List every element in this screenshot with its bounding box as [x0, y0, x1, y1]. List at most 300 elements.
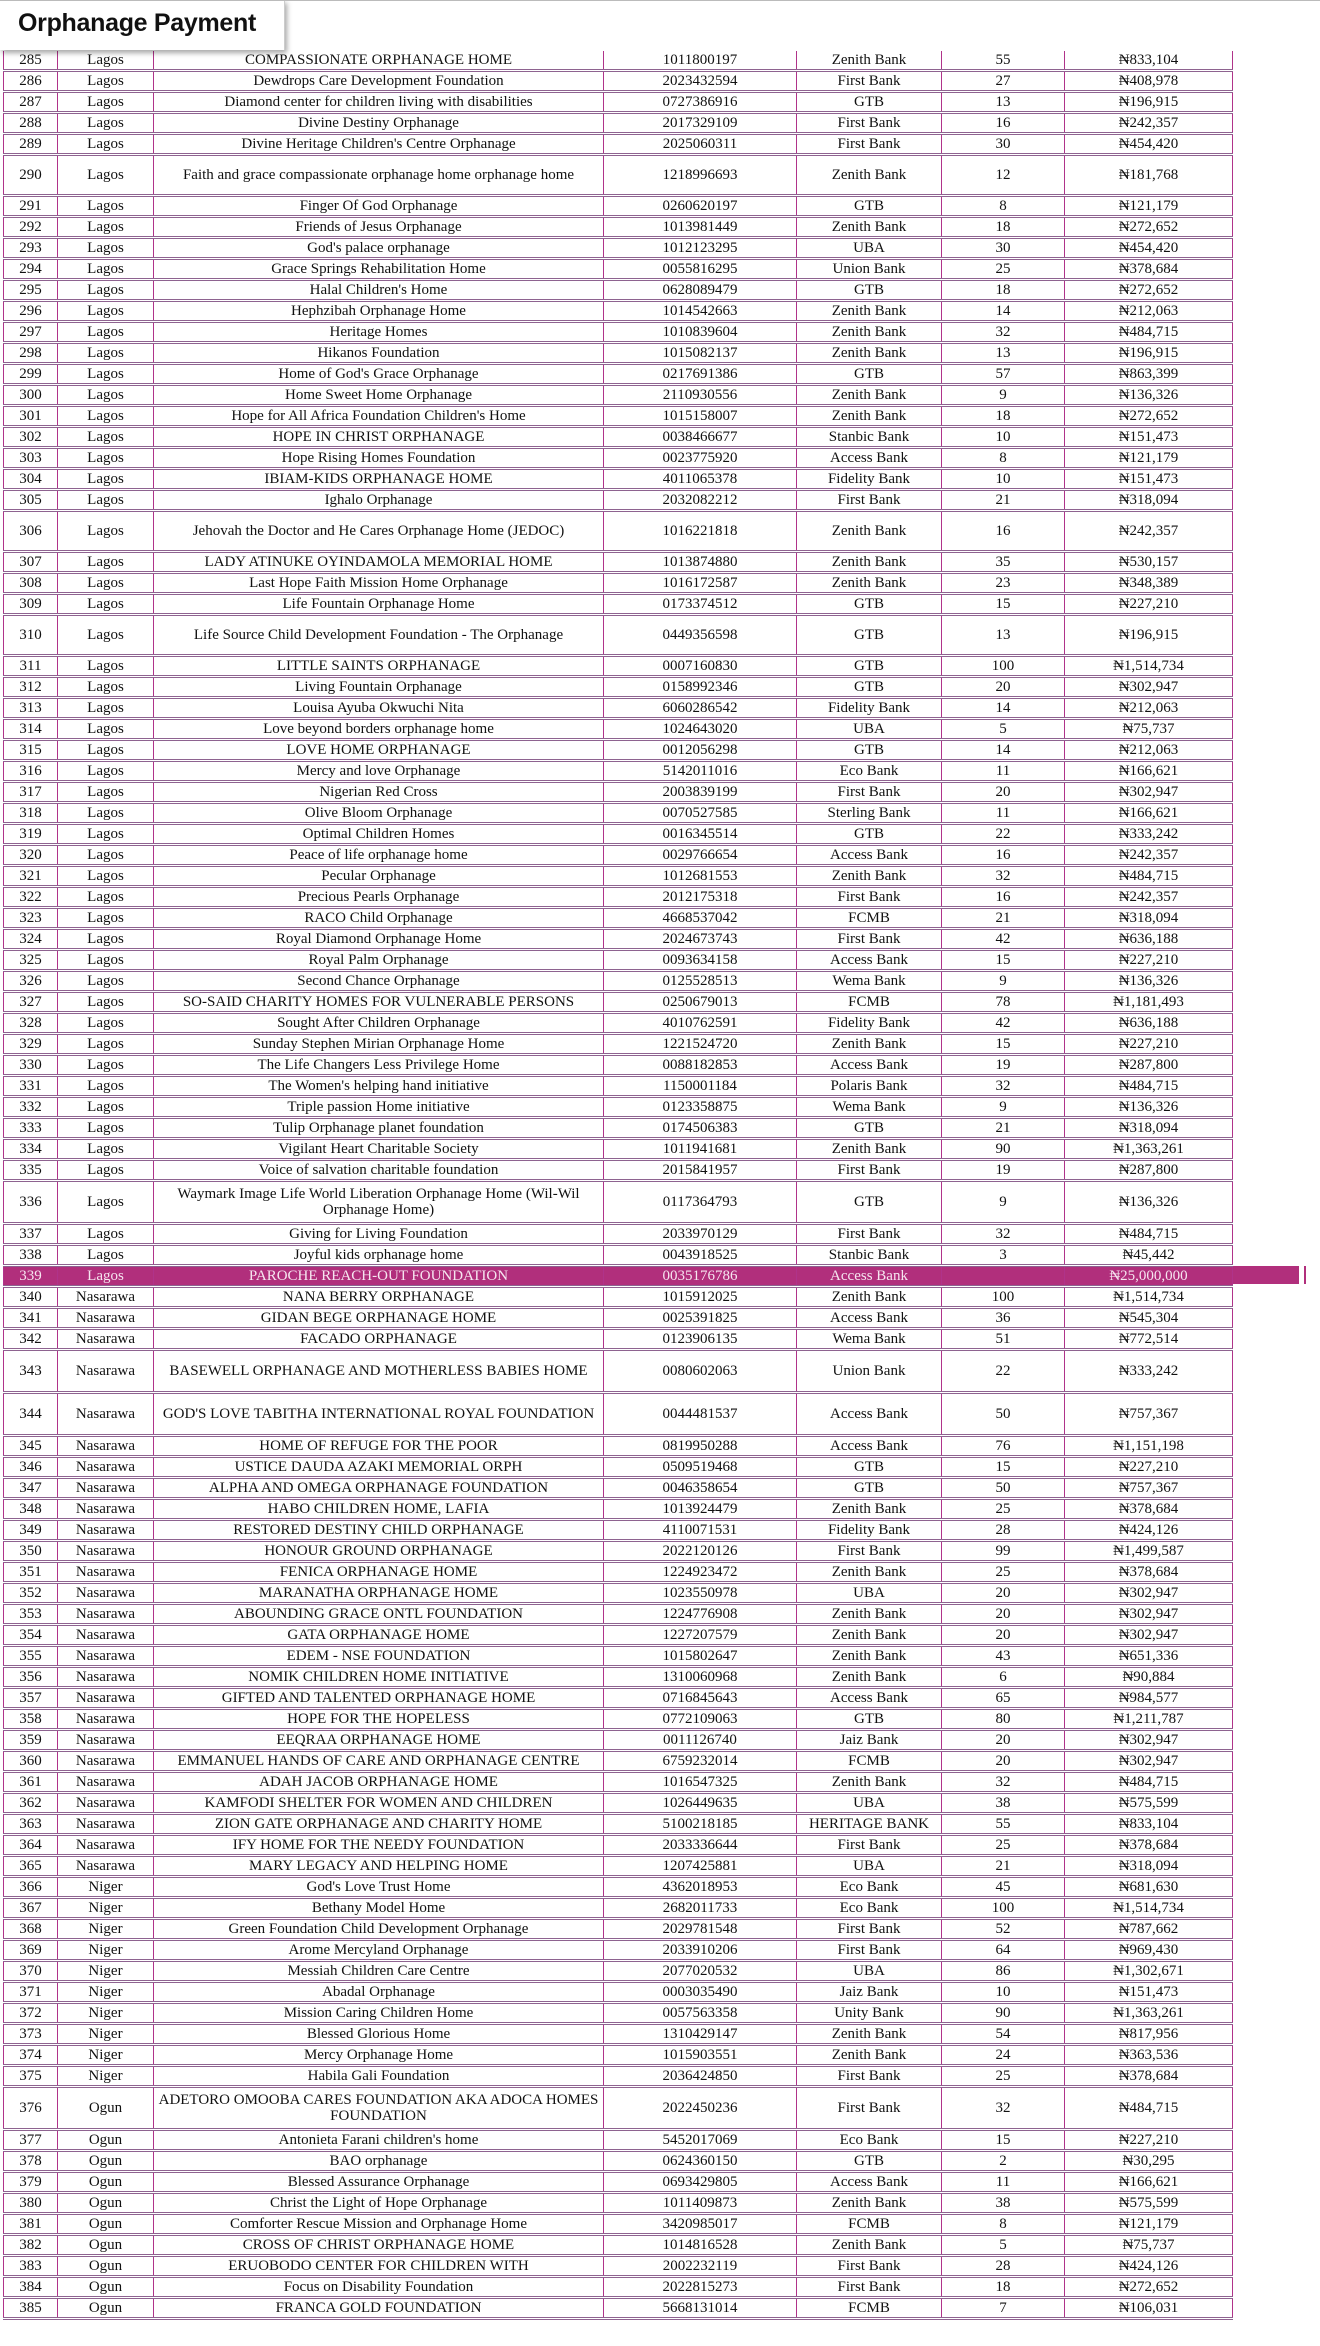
table-row[interactable]: [4, 113, 1233, 134]
amount-cell: ₦787,662: [1065, 1919, 1233, 1940]
amount-cell: ₦1,514,734: [1065, 656, 1233, 677]
serial-number-cell: 349: [4, 1520, 58, 1541]
amount-cell: ₦181,768: [1065, 155, 1233, 196]
children-count-cell: 32: [942, 866, 1065, 887]
account-number-cell: 5452017069: [604, 2130, 797, 2151]
table-row[interactable]: [4, 1350, 1233, 1393]
table-row[interactable]: [4, 971, 1233, 992]
table-row[interactable]: [4, 929, 1233, 950]
bank-name-cell: UBA: [797, 1856, 942, 1877]
state-cell: Nasarawa: [58, 1583, 154, 1604]
table-row[interactable]: [4, 1034, 1233, 1055]
state-cell: Nasarawa: [58, 1393, 154, 1436]
table-row[interactable]: [4, 259, 1233, 280]
amount-cell: ₦484,715: [1065, 866, 1233, 887]
table-row[interactable]: [4, 1436, 1233, 1457]
table-row[interactable]: [4, 1919, 1233, 1940]
table-row[interactable]: [4, 1097, 1233, 1118]
state-cell: Nasarawa: [58, 1688, 154, 1709]
bank-name-cell: GTB: [797, 196, 942, 217]
table-row[interactable]: [4, 217, 1233, 238]
amount-cell: ₦1,302,671: [1065, 1961, 1233, 1982]
table-row[interactable]: [4, 866, 1233, 887]
orphanage-name-cell: GOD'S LOVE TABITHA INTERNATIONAL ROYAL FOUNDATION: [154, 1393, 604, 1436]
orphanage-name-cell: The Life Changers Less Privilege Home: [154, 1055, 604, 1076]
table-row[interactable]: [4, 1308, 1233, 1329]
table-row[interactable]: [4, 1877, 1233, 1898]
table-row[interactable]: [4, 238, 1233, 259]
children-count-cell: 16: [942, 845, 1065, 866]
amount-cell: ₦681,630: [1065, 1877, 1233, 1898]
children-count-cell: 38: [942, 1793, 1065, 1814]
amount-cell: ₦90,884: [1065, 1667, 1233, 1688]
bank-name-cell: Zenith Bank: [797, 1604, 942, 1625]
state-cell: Lagos: [58, 427, 154, 448]
children-count-cell: 14: [942, 740, 1065, 761]
amount-cell: ₦212,063: [1065, 740, 1233, 761]
state-cell: Lagos: [58, 196, 154, 217]
bank-name-cell: Eco Bank: [797, 2130, 942, 2151]
amount-cell: ₦1,363,261: [1065, 2003, 1233, 2024]
table-row[interactable]: [4, 2066, 1233, 2087]
state-cell: Ogun: [58, 2193, 154, 2214]
children-count-cell: 8: [942, 196, 1065, 217]
children-count-cell: 80: [942, 1709, 1065, 1730]
state-cell: Lagos: [58, 155, 154, 196]
table-row[interactable]: [4, 1181, 1233, 1224]
orphanage-name-cell: Abadal Orphanage: [154, 1982, 604, 2003]
orphanage-name-cell: Giving for Living Foundation: [154, 1224, 604, 1245]
account-number-cell: 0624360150: [604, 2151, 797, 2172]
serial-number-cell: 381: [4, 2214, 58, 2235]
table-row[interactable]: [4, 1562, 1233, 1583]
orphanage-name-cell: Voice of salvation charitable foundation: [154, 1160, 604, 1181]
table-row[interactable]: [4, 824, 1233, 845]
amount-cell: ₦484,715: [1065, 1076, 1233, 1097]
serial-number-cell: 368: [4, 1919, 58, 1940]
bank-name-cell: GTB: [797, 824, 942, 845]
table-row[interactable]: [4, 1499, 1233, 1520]
serial-number-cell: 335: [4, 1160, 58, 1181]
payment-table-container[interactable]: [3, 51, 1233, 2320]
bank-name-cell: GTB: [797, 1118, 942, 1139]
bank-name-cell: Zenith Bank: [797, 2235, 942, 2256]
serial-number-cell: 353: [4, 1604, 58, 1625]
account-number-cell: 0772109063: [604, 1709, 797, 1730]
state-cell: Lagos: [58, 992, 154, 1013]
orphanage-name-cell: RESTORED DESTINY CHILD ORPHANAGE: [154, 1520, 604, 1541]
bank-name-cell: Zenith Bank: [797, 2045, 942, 2066]
serial-number-cell: 300: [4, 385, 58, 406]
state-cell: Nasarawa: [58, 1751, 154, 1772]
amount-cell: ₦121,179: [1065, 448, 1233, 469]
serial-number-cell: 337: [4, 1224, 58, 1245]
page-title: Orphanage Payment: [18, 9, 257, 37]
table-row[interactable]: [4, 2130, 1233, 2151]
orphanage-name-cell: Friends of Jesus Orphanage: [154, 217, 604, 238]
table-row[interactable]: [4, 448, 1233, 469]
serial-number-cell: 380: [4, 2193, 58, 2214]
orphanage-name-cell: Home Sweet Home Orphanage: [154, 385, 604, 406]
orphanage-name-cell: Royal Diamond Orphanage Home: [154, 929, 604, 950]
serial-number-cell: 339: [4, 1266, 58, 1287]
table-row[interactable]: [4, 1478, 1233, 1499]
state-cell: Lagos: [58, 594, 154, 615]
title-card: [0, 0, 285, 50]
table-row-highlighted[interactable]: [4, 1266, 1233, 1287]
state-cell: Nasarawa: [58, 1730, 154, 1751]
account-number-cell: 0070527585: [604, 803, 797, 824]
table-row[interactable]: [4, 1224, 1233, 1245]
children-count-cell: 21: [942, 908, 1065, 929]
children-count-cell: 32: [942, 2087, 1065, 2130]
state-cell: Lagos: [58, 887, 154, 908]
account-number-cell: 0250679013: [604, 992, 797, 1013]
account-number-cell: 4011065378: [604, 469, 797, 490]
table-row[interactable]: [4, 301, 1233, 322]
serial-number-cell: 326: [4, 971, 58, 992]
amount-cell: ₦136,326: [1065, 1181, 1233, 1224]
account-number-cell: 4668537042: [604, 908, 797, 929]
state-cell: Lagos: [58, 677, 154, 698]
table-row[interactable]: [4, 1982, 1233, 2003]
children-count-cell: 15: [942, 1034, 1065, 1055]
children-count-cell: 18: [942, 406, 1065, 427]
children-count-cell: 51: [942, 1329, 1065, 1350]
account-number-cell: 2033910206: [604, 1940, 797, 1961]
orphanage-name-cell: HABO CHILDREN HOME, LAFIA: [154, 1499, 604, 1520]
amount-cell: ₦1,514,734: [1065, 1287, 1233, 1308]
payment-table: [3, 51, 1233, 2320]
table-row[interactable]: [4, 2235, 1233, 2256]
table-row[interactable]: [4, 2256, 1233, 2277]
table-row[interactable]: [4, 887, 1233, 908]
bank-name-cell: GTB: [797, 2151, 942, 2172]
state-cell: Nasarawa: [58, 1541, 154, 1562]
account-number-cell: 0016345514: [604, 824, 797, 845]
table-row[interactable]: [4, 1118, 1233, 1139]
orphanage-name-cell: God's Love Trust Home: [154, 1877, 604, 1898]
table-row[interactable]: [4, 1814, 1233, 1835]
account-number-cell: 5142011016: [604, 761, 797, 782]
table-row[interactable]: [4, 1667, 1233, 1688]
amount-cell: ₦333,242: [1065, 824, 1233, 845]
children-count-cell: 32: [942, 1772, 1065, 1793]
account-number-cell: 2029781548: [604, 1919, 797, 1940]
table-row[interactable]: [4, 2172, 1233, 2193]
serial-number-cell: 298: [4, 343, 58, 364]
bank-name-cell: Stanbic Bank: [797, 1245, 942, 1266]
amount-cell: ₦302,947: [1065, 1625, 1233, 1646]
serial-number-cell: 302: [4, 427, 58, 448]
table-row[interactable]: [4, 490, 1233, 511]
state-cell: Lagos: [58, 845, 154, 866]
table-row[interactable]: [4, 1604, 1233, 1625]
table-row[interactable]: [4, 719, 1233, 740]
children-count-cell: 9: [942, 971, 1065, 992]
table-row[interactable]: [4, 1139, 1233, 1160]
table-row[interactable]: [4, 51, 1233, 71]
children-count-cell: 20: [942, 1604, 1065, 1625]
state-cell: Lagos: [58, 656, 154, 677]
table-row[interactable]: [4, 1055, 1233, 1076]
table-row[interactable]: [4, 469, 1233, 490]
amount-cell: ₦333,242: [1065, 1350, 1233, 1393]
table-row[interactable]: [4, 1329, 1233, 1350]
table-row[interactable]: [4, 992, 1233, 1013]
amount-cell: ₦45,442: [1065, 1245, 1233, 1266]
amount-cell: ₦196,915: [1065, 92, 1233, 113]
table-row[interactable]: [4, 1245, 1233, 1266]
account-number-cell: 0080602063: [604, 1350, 797, 1393]
table-row[interactable]: [4, 1772, 1233, 1793]
table-row[interactable]: [4, 280, 1233, 301]
table-row[interactable]: [4, 364, 1233, 385]
table-row[interactable]: [4, 1520, 1233, 1541]
table-row[interactable]: [4, 1160, 1233, 1181]
state-cell: Ogun: [58, 2298, 154, 2319]
table-row[interactable]: [4, 803, 1233, 824]
serial-number-cell: 292: [4, 217, 58, 238]
table-row[interactable]: [4, 406, 1233, 427]
amount-cell: ₦318,094: [1065, 490, 1233, 511]
state-cell: Lagos: [58, 866, 154, 887]
children-count-cell: 20: [942, 1730, 1065, 1751]
table-row[interactable]: [4, 427, 1233, 448]
amount-cell: ₦636,188: [1065, 1013, 1233, 1034]
orphanage-name-cell: EMMANUEL HANDS OF CARE AND ORPHANAGE CENTRE: [154, 1751, 604, 1772]
orphanage-name-cell: EDEM - NSE FOUNDATION: [154, 1646, 604, 1667]
table-row[interactable]: [4, 1709, 1233, 1730]
serial-number-cell: 378: [4, 2151, 58, 2172]
state-cell: Lagos: [58, 134, 154, 155]
table-row[interactable]: [4, 761, 1233, 782]
state-cell: Niger: [58, 2003, 154, 2024]
amount-cell: ₦1,514,734: [1065, 1898, 1233, 1919]
account-number-cell: 1207425881: [604, 1856, 797, 1877]
amount-cell: ₦227,210: [1065, 950, 1233, 971]
state-cell: Nasarawa: [58, 1287, 154, 1308]
account-number-cell: 0088182853: [604, 1055, 797, 1076]
state-cell: Lagos: [58, 761, 154, 782]
children-count-cell: 30: [942, 134, 1065, 155]
orphanage-name-cell: Hikanos Foundation: [154, 343, 604, 364]
table-row[interactable]: [4, 950, 1233, 971]
table-row[interactable]: [4, 511, 1233, 552]
amount-cell: ₦151,473: [1065, 1982, 1233, 2003]
amount-cell: ₦242,357: [1065, 845, 1233, 866]
children-count-cell: 25: [942, 259, 1065, 280]
table-row[interactable]: [4, 1287, 1233, 1308]
table-row[interactable]: [4, 782, 1233, 803]
state-cell: Lagos: [58, 511, 154, 552]
table-row[interactable]: [4, 594, 1233, 615]
bank-name-cell: First Bank: [797, 1919, 942, 1940]
table-row[interactable]: [4, 656, 1233, 677]
table-row[interactable]: [4, 1793, 1233, 1814]
state-cell: Lagos: [58, 929, 154, 950]
table-row[interactable]: [4, 385, 1233, 406]
table-row[interactable]: [4, 552, 1233, 573]
account-number-cell: 0449356598: [604, 615, 797, 656]
state-cell: Nasarawa: [58, 1772, 154, 1793]
table-row[interactable]: [4, 1541, 1233, 1562]
table-row[interactable]: [4, 2151, 1233, 2172]
table-row[interactable]: [4, 2024, 1233, 2045]
children-count-cell: 50: [942, 1478, 1065, 1499]
bank-name-cell: First Bank: [797, 1940, 942, 1961]
account-number-cell: 2015841957: [604, 1160, 797, 1181]
amount-cell: ₦378,684: [1065, 259, 1233, 280]
table-row[interactable]: [4, 155, 1233, 196]
account-number-cell: 1310429147: [604, 2024, 797, 2045]
children-count-cell: 65: [942, 1688, 1065, 1709]
table-row[interactable]: [4, 1898, 1233, 1919]
account-number-cell: 1026449635: [604, 1793, 797, 1814]
table-row[interactable]: [4, 845, 1233, 866]
table-row[interactable]: [4, 71, 1233, 92]
bank-name-cell: Zenith Bank: [797, 51, 942, 71]
table-row[interactable]: [4, 196, 1233, 217]
amount-cell: ₦242,357: [1065, 113, 1233, 134]
bank-name-cell: Polaris Bank: [797, 1076, 942, 1097]
orphanage-name-cell: Focus on Disability Foundation: [154, 2277, 604, 2298]
orphanage-name-cell: Faith and grace compassionate orphanage home orphanage home: [154, 155, 604, 196]
serial-number-cell: 376: [4, 2087, 58, 2130]
account-number-cell: 0117364793: [604, 1181, 797, 1224]
account-number-cell: 1011941681: [604, 1139, 797, 1160]
table-row[interactable]: [4, 1393, 1233, 1436]
orphanage-name-cell: Nigerian Red Cross: [154, 782, 604, 803]
amount-cell: ₦106,031: [1065, 2298, 1233, 2319]
account-number-cell: 0727386916: [604, 92, 797, 113]
bank-name-cell: Eco Bank: [797, 761, 942, 782]
bank-name-cell: First Bank: [797, 782, 942, 803]
bank-name-cell: Eco Bank: [797, 1898, 942, 1919]
table-row[interactable]: [4, 2214, 1233, 2235]
children-count-cell: 9: [942, 385, 1065, 406]
children-count-cell: 100: [942, 1898, 1065, 1919]
bank-name-cell: Fidelity Bank: [797, 1520, 942, 1541]
table-row[interactable]: [4, 1856, 1233, 1877]
state-cell: Lagos: [58, 385, 154, 406]
table-row[interactable]: [4, 2045, 1233, 2066]
bank-name-cell: Wema Bank: [797, 1097, 942, 1118]
state-cell: Lagos: [58, 1224, 154, 1245]
serial-number-cell: 344: [4, 1393, 58, 1436]
table-row[interactable]: [4, 1961, 1233, 1982]
table-row[interactable]: [4, 677, 1233, 698]
table-row[interactable]: [4, 2298, 1233, 2319]
bank-name-cell: GTB: [797, 1181, 942, 1224]
children-count-cell: 9: [942, 1181, 1065, 1224]
account-number-cell: 2017329109: [604, 113, 797, 134]
amount-cell: ₦363,536: [1065, 2045, 1233, 2066]
amount-cell: ₦318,094: [1065, 1118, 1233, 1139]
bank-name-cell: Access Bank: [797, 2172, 942, 2193]
table-row[interactable]: [4, 1751, 1233, 1772]
serial-number-cell: 307: [4, 552, 58, 573]
amount-cell: ₦242,357: [1065, 887, 1233, 908]
orphanage-name-cell: ALPHA AND OMEGA ORPHANAGE FOUNDATION: [154, 1478, 604, 1499]
table-row[interactable]: [4, 573, 1233, 594]
bank-name-cell: Zenith Bank: [797, 1562, 942, 1583]
serial-number-cell: 357: [4, 1688, 58, 1709]
bank-name-cell: First Bank: [797, 113, 942, 134]
account-number-cell: 0123358875: [604, 1097, 797, 1118]
serial-number-cell: 318: [4, 803, 58, 824]
table-row[interactable]: [4, 1730, 1233, 1751]
table-row[interactable]: [4, 1646, 1233, 1667]
state-cell: Ogun: [58, 2277, 154, 2298]
table-row[interactable]: [4, 1688, 1233, 1709]
amount-cell: ₦484,715: [1065, 2087, 1233, 2130]
serial-number-cell: 322: [4, 887, 58, 908]
orphanage-name-cell: Messiah Children Care Centre: [154, 1961, 604, 1982]
serial-number-cell: 320: [4, 845, 58, 866]
orphanage-name-cell: Peace of life orphanage home: [154, 845, 604, 866]
orphanage-name-cell: Hope for All Africa Foundation Children's Home: [154, 406, 604, 427]
children-count-cell: 13: [942, 615, 1065, 656]
table-row[interactable]: [4, 1457, 1233, 1478]
table-row[interactable]: [4, 2003, 1233, 2024]
table-row[interactable]: [4, 343, 1233, 364]
state-cell: Ogun: [58, 2172, 154, 2193]
bank-name-cell: Zenith Bank: [797, 1287, 942, 1308]
table-row[interactable]: [4, 1940, 1233, 1961]
children-count-cell: 76: [942, 1436, 1065, 1457]
table-row[interactable]: [4, 908, 1233, 929]
table-row[interactable]: [4, 322, 1233, 343]
children-count-cell: 30: [942, 238, 1065, 259]
orphanage-name-cell: Ighalo Orphanage: [154, 490, 604, 511]
bank-name-cell: GTB: [797, 92, 942, 113]
table-row[interactable]: [4, 1013, 1233, 1034]
account-number-cell: 1150001184: [604, 1076, 797, 1097]
children-count-cell: 64: [942, 1940, 1065, 1961]
orphanage-name-cell: Antonieta Farani children's home: [154, 2130, 604, 2151]
children-count-cell: 5: [942, 719, 1065, 740]
bank-name-cell: HERITAGE BANK: [797, 1814, 942, 1835]
account-number-cell: 1221524720: [604, 1034, 797, 1055]
bank-name-cell: Stanbic Bank: [797, 427, 942, 448]
bank-name-cell: FCMB: [797, 1751, 942, 1772]
amount-cell: ₦378,684: [1065, 1499, 1233, 1520]
table-row[interactable]: [4, 615, 1233, 656]
table-row[interactable]: [4, 2087, 1233, 2130]
table-row[interactable]: [4, 2277, 1233, 2298]
table-row[interactable]: [4, 1835, 1233, 1856]
table-row[interactable]: [4, 92, 1233, 113]
account-number-cell: 1012681553: [604, 866, 797, 887]
account-number-cell: 1011409873: [604, 2193, 797, 2214]
amount-cell: ₦302,947: [1065, 1604, 1233, 1625]
table-row[interactable]: [4, 1583, 1233, 1604]
state-cell: Nasarawa: [58, 1562, 154, 1583]
account-number-cell: 0716845643: [604, 1688, 797, 1709]
table-row[interactable]: [4, 1076, 1233, 1097]
table-row[interactable]: [4, 1625, 1233, 1646]
table-row[interactable]: [4, 740, 1233, 761]
orphanage-name-cell: LOVE HOME ORPHANAGE: [154, 740, 604, 761]
serial-number-cell: 297: [4, 322, 58, 343]
table-row[interactable]: [4, 698, 1233, 719]
table-row[interactable]: [4, 2193, 1233, 2214]
table-row[interactable]: [4, 134, 1233, 155]
bank-name-cell: GTB: [797, 364, 942, 385]
state-cell: Nasarawa: [58, 1856, 154, 1877]
account-number-cell: 2036424850: [604, 2066, 797, 2087]
